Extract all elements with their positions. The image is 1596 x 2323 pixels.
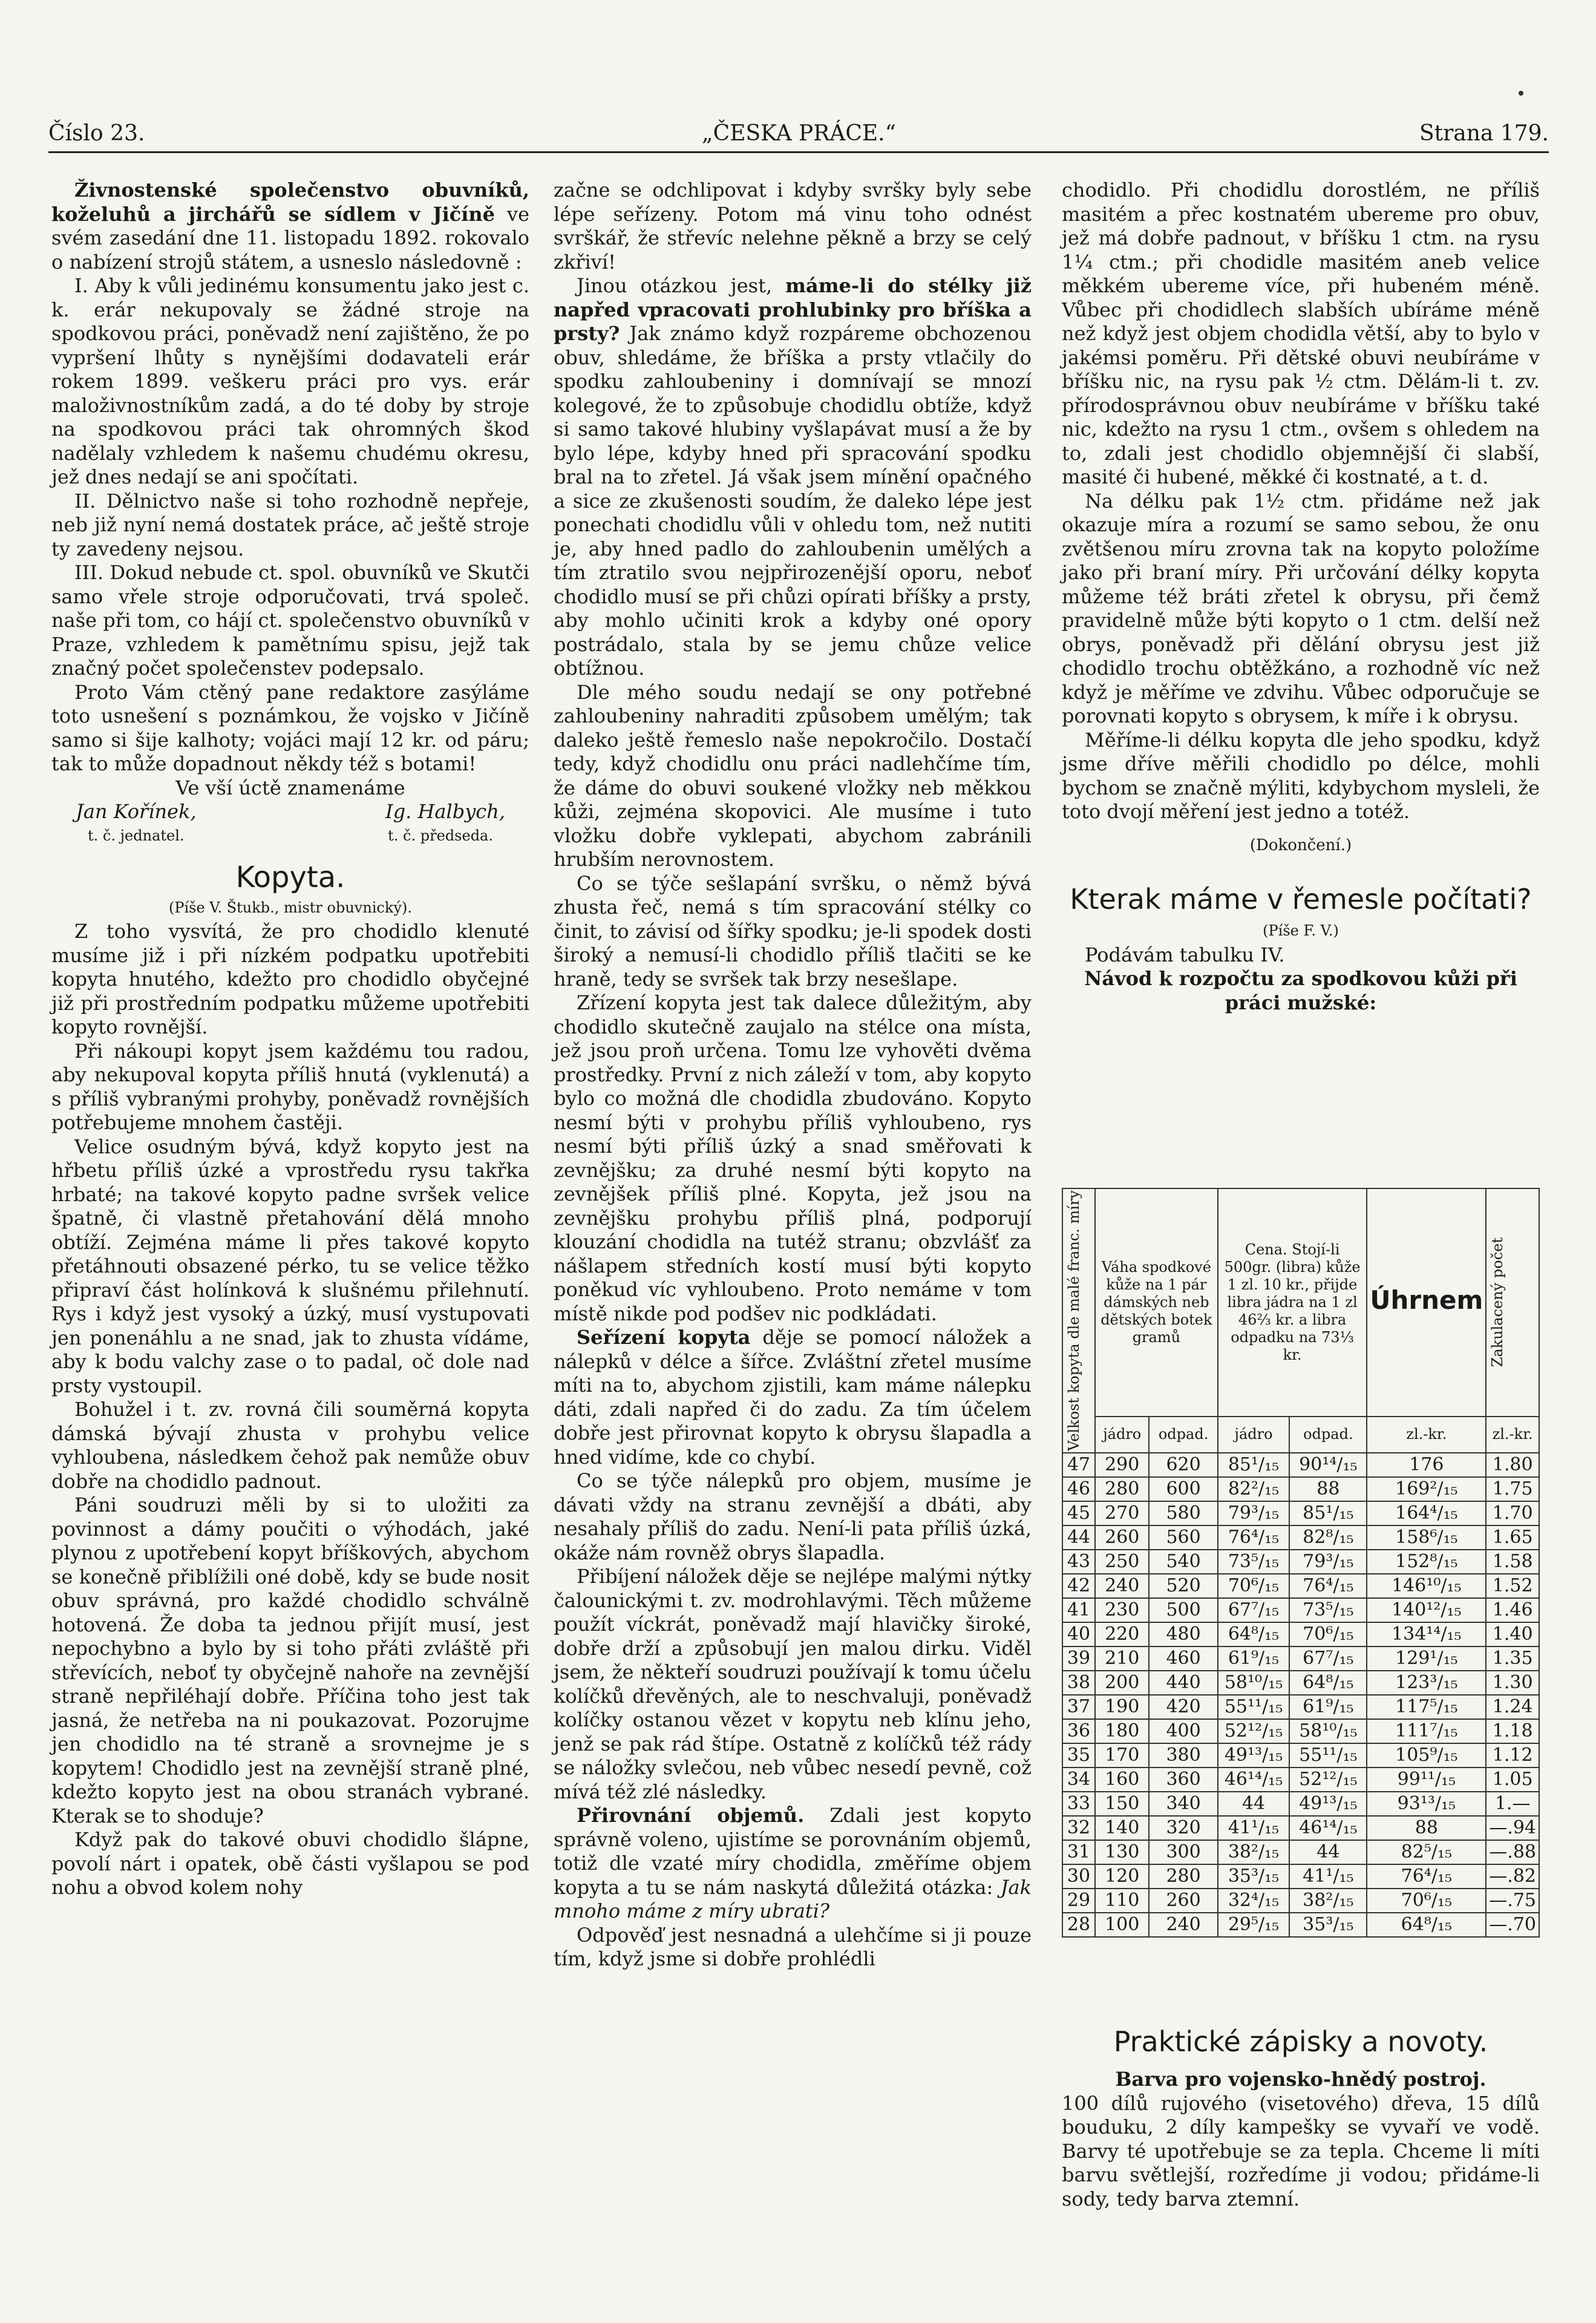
table-cell: 43: [1062, 1550, 1095, 1574]
table-cell: 111⁷/₁₅: [1367, 1719, 1486, 1743]
table-cell: 35: [1062, 1743, 1095, 1768]
table-row: [1062, 1525, 1539, 1550]
kopyta-p5: Páni soudruzi měli by si to uložiti za povinnost a dámy poučiti o výhodách, jaké plynou z upotřebení kopyt bříškových, abychom se konečně přiblížili oné době, kdy se bude nosit obuv správná, pro každé chodidlo schválně hotovená. Že doba ta jednou přijít musí, jest nepochybno a bylo by si toho přáti zvláště při střevících, neboť ty obyčejně nahoře na zevnější straně nepřiléhají dobře. Příčina toho jest tak jasná, že netřeba na ni poukazovat. Pozorujme jen chodidlo na té straně a srovnejme je s kopytem! Chodidlo jest na zevnější straně plné, kdežto kopyto jest na obou stranách vybrané. Kterak se to shoduje?: [51, 1493, 529, 1827]
table-cell: 82²/₁₅: [1218, 1477, 1290, 1501]
table-cell: 28: [1062, 1913, 1095, 1937]
table-cell: 46¹⁴/₁₅: [1218, 1768, 1290, 1792]
intro-rest: ve svém zasedání dne 11. listopadu 1892. rokovalo o nabízení strojů státem, a usneslo následovně :: [51, 202, 529, 274]
col2-p7: Co se týče nálepků pro objem, musíme je dávati vždy na stranu zevnější a dbáti, aby nesahaly příliš do zadu. Není-li pata příliš úzká, okáže nám rovněž obrys šlapadla.: [554, 1469, 1032, 1564]
table-cell: 79³/₁₅: [1218, 1501, 1290, 1525]
table-cell: 55¹¹/₁₅: [1289, 1743, 1367, 1768]
table-cell: 31: [1062, 1840, 1095, 1864]
table-row: [1062, 1550, 1539, 1574]
kopyta-heading: Kopyta.: [235, 860, 345, 894]
table-cell: 480: [1149, 1622, 1217, 1646]
col2-p5: Zřízení kopyta jest tak dalece důležitým, aby chodidlo skutečně zaujalo na stélce ona místa, jež jsou proň určena. Tomu lze vyhověti dvěma prostředky. První z nich záleží v tom, aby kopyto bylo co možná dle chodidla zbudováno. Kopyto nesmí býti v prohybu příliš vyhloubeno, rys nesmí býti příliš úzký a snad směřovati k zevnějšku; za druhé nesmí býti kopyto na zevnějšek příliš plné. Kopyta, jež jsou na zevnějšku prohybu příliš plná, podporují klouzání chodidla na tutéž stranu; obzvlášť za nášlapem středních kostí musí býti kopyto poněkud víc vyhloubeno. Proto nemáme v tom místě nikde pod podšev nic podkládati.: [554, 991, 1032, 1325]
signatures: [51, 800, 529, 824]
table-cell: 210: [1095, 1646, 1149, 1671]
kterak-byline: (Píše F. V.): [1263, 922, 1339, 939]
intro-bold: Živnostenské společenstvo obuvníků, koželuhů a jirchářů se sídlem v Jičíně: [51, 179, 529, 226]
intro-paragraph: [51, 179, 529, 274]
resolution-3: III. Dokud nebude ct. spol. obuvníků ve Skutči samo vřele stroje odporučovati, trvá společ. naše při tom, co hájí ct. společenstvo obuvníků v Praze, vzhledem k pamětnímu spisu, jejž tak značný počet společenstev podepsalo.: [51, 561, 529, 680]
th-jadro: jádro: [1095, 1417, 1149, 1453]
kterak-intro: Podávám tabulku IV.: [1085, 943, 1285, 966]
table-cell: 76⁴/₁₅: [1289, 1574, 1367, 1598]
table-cell: 440: [1149, 1671, 1217, 1695]
table-cell: 230: [1095, 1598, 1149, 1622]
table-cell: 1.58: [1486, 1550, 1539, 1574]
table-cell: 260: [1095, 1525, 1149, 1550]
th-rounded: [1486, 1188, 1539, 1417]
table-cell: 380: [1149, 1743, 1217, 1768]
col2-p9-question: Jak mnoho máme z míry ubrati?: [554, 1875, 1032, 1922]
table-cell: 270: [1095, 1501, 1149, 1525]
column-3: [1062, 179, 1540, 1015]
table-cell: 140: [1095, 1816, 1149, 1840]
table-cell: 120: [1095, 1864, 1149, 1889]
table-cell: 320: [1149, 1816, 1217, 1840]
col2-p2: [554, 274, 1032, 681]
table-cell: 134¹⁴/₁₅: [1367, 1622, 1486, 1646]
table-cell: 1.40: [1486, 1622, 1539, 1646]
barva-title: Barva pro vojensko-hnědý postroj.: [1115, 2068, 1486, 2091]
table-cell: 176: [1367, 1453, 1486, 1477]
table-cell: 76⁴/₁₅: [1218, 1525, 1290, 1550]
col2-p6-bold: Seřízení kopyta: [577, 1326, 751, 1349]
table-cell: 38: [1062, 1671, 1095, 1695]
table-cell: 300: [1149, 1840, 1217, 1864]
th-zlkr: zl.-kr.: [1367, 1417, 1486, 1453]
table-cell: 41¹/₁₅: [1218, 1816, 1290, 1840]
table-cell: 169²/₁₅: [1367, 1477, 1486, 1501]
table-row: [1062, 1864, 1539, 1889]
col3-p2: Na délku pak 1½ ctm. přidáme než jak okazuje míra a rozumí se samo sebou, že onu zvětšenou míru zrovna tak na kopyto položíme jako při braní míry. Při určování délky kopyta můžeme též bráti zřetel k obrysu, při čemž pravidelně může býti kopyto o 1 ctm. delší než obrys, poněvadž při dělání obrysu jest již chodidlo trochu obtěžkáno, a rozhodně víc než když je měříme ve zdvihu. Vůbec odporučuje se porovnati kopyto s obrysem, k míře i k obrysu.: [1062, 489, 1540, 727]
table-cell: 280: [1095, 1477, 1149, 1501]
table-cell: —.75: [1486, 1889, 1539, 1913]
table-row: [1062, 1574, 1539, 1598]
table-cell: 140¹²/₁₅: [1367, 1598, 1486, 1622]
col2-p8: Přibíjení náložek děje se nejlépe malými nýtky čalounickými t. zv. modrohlavými. Těch můžeme použít víckrát, poněvadž mají hlavičky široké, dobře drží a způsobují jen malou dirku. Viděl jsem, že někteří soudruzi používají k tomu účelu kolíčků dřevěných, ale to neschvaluji, poněvadž kolíčky ostanou vězet v kopytu neb klínu jeho, jenž se pak rád štípe. Ostatně z kolíčků též rády se náložky svlečou, neb vůbec nesedí pevně, což mívá též zlé následky.: [554, 1565, 1032, 1803]
column-1: [51, 179, 529, 1900]
kopyta-p3: Velice osudným bývá, když kopyto jest na hřbetu příliš úzké a vprostředu rysu takřka hrbaté; na takové kopyto padne svršek velice špatně, či vlastně přetahování dělá mnoho obtíží. Zejména máme li přes takové kopyto přetáhnouti obsazené pérko, tu se velice těžko připraví část holínková k slušnému přilehnutí. Rys i když jest vysoký a úzký, musí vystupovati jen ponenáhlu a ne snad, jak to zhusta vídáme, aby k bodu valchy zase o to padal, oč dole nad prsty vystoupil.: [51, 1135, 529, 1397]
th-weight-unit: gramů: [1132, 1328, 1181, 1346]
table-cell: 85¹/₁₅: [1289, 1501, 1367, 1525]
table-cell: —.82: [1486, 1864, 1539, 1889]
table-row: [1062, 1913, 1539, 1937]
table-cell: 42: [1062, 1574, 1095, 1598]
table-cell: 164⁴/₁₅: [1367, 1501, 1486, 1525]
table-cell: 150: [1095, 1792, 1149, 1816]
table-cell: 67⁷/₁₅: [1289, 1646, 1367, 1671]
table-cell: 360: [1149, 1768, 1217, 1792]
col2-p9: [554, 1804, 1032, 1924]
signer-2-role: t. č. předseda.: [388, 827, 493, 844]
table-cell: 1.05: [1486, 1768, 1539, 1792]
table-cell: 160: [1095, 1768, 1149, 1792]
header-rule: [48, 151, 1549, 153]
signer-1-role: t. č. jednatel.: [88, 827, 185, 844]
issue-number: Číslo 23.: [48, 121, 145, 146]
table-cell: 1.65: [1486, 1525, 1539, 1550]
table-cell: 35³/₁₅: [1218, 1864, 1290, 1889]
table-cell: 32: [1062, 1816, 1095, 1840]
col2-p2-bold: máme-li do stélky již napřed vpracovati prohlubinky pro bříška a prsty?: [554, 274, 1032, 345]
table-cell: 35³/₁₅: [1289, 1913, 1367, 1937]
table-row: [1062, 1840, 1539, 1864]
table-cell: 64⁸/₁₅: [1218, 1622, 1290, 1646]
table-cell: 36: [1062, 1719, 1095, 1743]
table-cell: —.88: [1486, 1840, 1539, 1864]
table-cell: 93¹³/₁₅: [1367, 1792, 1486, 1816]
table-cell: 52¹²/₁₅: [1289, 1768, 1367, 1792]
th-odpad-2: odpad.: [1289, 1417, 1367, 1453]
column-2: [554, 179, 1032, 1971]
table-cell: 29⁵/₁₅: [1218, 1913, 1290, 1937]
th-jadro-2: jádro: [1218, 1417, 1290, 1453]
table-cell: 1.35: [1486, 1646, 1539, 1671]
kopyta-p4: Bohužel i t. zv. rovná čili souměrná kopyta dámská bývají zhusta v prohybu velice vyhloubena, následkem čehož pak nemůže obuv dobře na chodidlo padnout.: [51, 1398, 529, 1493]
table-row: [1062, 1768, 1539, 1792]
table-cell: 45: [1062, 1501, 1095, 1525]
table-cell: 88: [1367, 1816, 1486, 1840]
table-cell: 1.—: [1486, 1792, 1539, 1816]
table-cell: 129¹/₁₅: [1367, 1646, 1486, 1671]
table-cell: 290: [1095, 1453, 1149, 1477]
table-cell: 79³/₁₅: [1289, 1550, 1367, 1574]
kopyta-p6: Když pak do takové obuvi chodidlo šlápne, povolí nárt i opatek, obě části vyšlapou se pod nohu a obvod kolem nohy: [51, 1828, 529, 1899]
table-row: [1062, 1598, 1539, 1622]
table-cell: 40: [1062, 1622, 1095, 1646]
table-title: Návod k rozpočtu za spodkovou kůži při práci mužské:: [1084, 967, 1517, 1014]
table-cell: 620: [1149, 1453, 1217, 1477]
barva-text: 100 dílů rujového (visetového) dřeva, 15 dílů bouduku, 2 díly kampešky se vyvaří ve vodě. Barvy té upotřebuje se za tepla. Chceme li míti barvu světlejší, rozředíme ji vodou; přidáme-li sody, tedy barva ztemní.: [1062, 2091, 1540, 2210]
table-cell: 64⁸/₁₅: [1367, 1913, 1486, 1937]
table-cell: 560: [1149, 1525, 1217, 1550]
table-cell: 76⁴/₁₅: [1367, 1864, 1486, 1889]
th-size-label: Velkost kopyta dle malé franc. míry: [1065, 1190, 1082, 1451]
table-cell: 49¹³/₁₅: [1289, 1792, 1367, 1816]
kopyta-p1: Z toho vysvítá, že pro chodidlo klenuté musíme již i při nízkém podpatku upotřebiti kopyta hnutého, kdežto pro chodidlo obyčejné již při prostředním podpatku můžeme upotřebiti kopyto rovnější.: [51, 920, 529, 1038]
table-cell: 38²/₁₅: [1218, 1840, 1290, 1864]
col2-p9-bold: Přirovnání objemů.: [577, 1804, 805, 1827]
kterak-heading: Kterak máme v řemesle počítati?: [1070, 883, 1532, 916]
table-cell: 170: [1095, 1743, 1149, 1768]
th-price: Cena. Stojí-li 500gr. (libra) kůže 1 zl. 10 kr., přijde libra jádra na 1 zl 46⅔ kr. a libra odpadku na 73⅓ kr.: [1218, 1188, 1367, 1417]
col2-p9-rest: Zdali jest kopyto správně voleno, ujistíme se porovnáním objemů, totiž dle vzaté míry chodidla, změříme objem kopyta a tu se nám naskytá důležitá otázka:: [554, 1804, 1032, 1899]
table-cell: 46¹⁴/₁₅: [1289, 1816, 1367, 1840]
table-cell: 180: [1095, 1719, 1149, 1743]
table-cell: —.70: [1486, 1913, 1539, 1937]
table-cell: 32⁴/₁₅: [1218, 1889, 1290, 1913]
prakt-heading: Praktické zápisky a novoty.: [1113, 2025, 1488, 2058]
table-cell: 58¹⁰/₁₅: [1289, 1719, 1367, 1743]
col2-p4: Co se týče sešlapání svršku, o němž bývá zhusta řeč, nemá s tím spracování stélky co činit, to závisí od šířky spodku; je-li spodek dosti široký a nemusí-li chodidlo příliš tlačiti se ke hraně, tedy se svršek tak brzy nesešlape.: [554, 871, 1032, 991]
calculation-table: [1062, 1188, 1540, 1938]
table-cell: 49¹³/₁₅: [1218, 1743, 1290, 1768]
table-cell: 73⁵/₁₅: [1218, 1550, 1290, 1574]
table-row: [1062, 1501, 1539, 1525]
kopyta-byline: (Píše V. Štukb., mistr obuvnický).: [168, 899, 413, 916]
table-cell: 146¹⁰/₁₅: [1367, 1574, 1486, 1598]
table-cell: 41¹/₁₅: [1289, 1864, 1367, 1889]
col2-p2-rest: Jak známo když rozpáreme obchozenou obuv, shledáme, že bříška a prsty vtlačily do spodku zahloubeniny i domnívají se mnozí kolegové, že to způsobuje chodidlu obtíže, když si samo takové hlubiny vyšlapávat musí a že by bylo lépe, kdyby hned při spracování spodku bral na to zřetel. Já však jsem mínění opačného a sice ze zkušenosti soudím, že daleko lépe jest ponechati chodidlu vůli v ohledu tom, než nutiti je, aby hned padlo do zahloubenin umělých a tím ztratilo svou nejpřirozenější oporu, neboť chodidlo musí se při chůzi opírati bříšky a prsty, aby mohlo učiniti krok a kdyby oné opory postrádalo, stala by se jemu chůze velice obtížnou.: [554, 322, 1032, 680]
column-3-bottom: [1062, 2024, 1540, 2211]
table-cell: 152⁸/₁₅: [1367, 1550, 1486, 1574]
signer-2: Ig. Halbych,: [385, 800, 505, 823]
col2-p2-start: Jinou otázkou jest,: [577, 274, 773, 297]
table-cell: 1.70: [1486, 1501, 1539, 1525]
table-cell: 70⁶/₁₅: [1218, 1574, 1290, 1598]
col2-p1: začne se odchlipovat i kdyby svršky byly sebe lépe seřízeny. Potom má vinu toho odnést svrškář, že střevíc nelehne pěkně a brzy se celý zkřiví!: [554, 179, 1032, 274]
table-row: [1062, 1719, 1539, 1743]
th-odpad: odpad.: [1149, 1417, 1217, 1453]
table-cell: 400: [1149, 1719, 1217, 1743]
table-body: [1062, 1453, 1539, 1937]
table-cell: 61⁹/₁₅: [1289, 1695, 1367, 1719]
table-cell: 117⁵/₁₅: [1367, 1695, 1486, 1719]
table-row: [1062, 1646, 1539, 1671]
table-cell: 1.75: [1486, 1477, 1539, 1501]
table-cell: 82⁵/₁₅: [1367, 1840, 1486, 1864]
table-cell: 37: [1062, 1695, 1095, 1719]
table-cell: 70⁶/₁₅: [1289, 1622, 1367, 1646]
th-size: [1062, 1188, 1095, 1453]
table-cell: 1.80: [1486, 1453, 1539, 1477]
table-cell: 540: [1149, 1550, 1217, 1574]
table-cell: 44: [1289, 1840, 1367, 1864]
table-cell: 47: [1062, 1453, 1095, 1477]
closing-line: Ve vší úctě znamenáme: [175, 776, 405, 799]
table-cell: 600: [1149, 1477, 1217, 1501]
table-cell: 1.18: [1486, 1719, 1539, 1743]
signature-roles: [51, 824, 529, 848]
table-cell: 64⁸/₁₅: [1289, 1671, 1367, 1695]
signer-1: Jan Kořínek,: [76, 800, 197, 823]
page-header: [48, 121, 1549, 155]
continued-note: (Dokončení.): [1249, 836, 1352, 854]
table-cell: 1.24: [1486, 1695, 1539, 1719]
table-cell: 240: [1149, 1913, 1217, 1937]
table-cell: 34: [1062, 1768, 1095, 1792]
resolution-2: II. Dělnictvo naše si toho rozhodně nepřeje, neb již nyní nemá dostatek práce, ač ještě stroje ty zavedeny nejsou.: [51, 489, 529, 560]
table-cell: 1.12: [1486, 1743, 1539, 1768]
table-cell: 190: [1095, 1695, 1149, 1719]
table-cell: 90¹⁴/₁₅: [1289, 1453, 1367, 1477]
table-cell: 58¹⁰/₁₅: [1218, 1671, 1290, 1695]
table-cell: 280: [1149, 1864, 1217, 1889]
resolution-4: Proto Vám ctěný pane redaktore zasýláme toto usnešení s poznámkou, že vojsko v Jičíně samo si šije kalhoty; vojáci mají 12 kr. od páru; tak to může dopadnout někdy též s botami!: [51, 680, 529, 775]
table-cell: 67⁷/₁₅: [1218, 1598, 1290, 1622]
table-cell: 61⁹/₁₅: [1218, 1646, 1290, 1671]
table-cell: 580: [1149, 1501, 1217, 1525]
table-cell: 44: [1218, 1792, 1290, 1816]
table-cell: 123³/₁₅: [1367, 1671, 1486, 1695]
table-cell: —.94: [1486, 1816, 1539, 1840]
table-cell: 29: [1062, 1889, 1095, 1913]
table-row: [1062, 1695, 1539, 1719]
table-cell: 105⁹/₁₅: [1367, 1743, 1486, 1768]
table-row: [1062, 1622, 1539, 1646]
table-cell: 1.46: [1486, 1598, 1539, 1622]
table-row: [1062, 1477, 1539, 1501]
table-cell: 158⁶/₁₅: [1367, 1525, 1486, 1550]
table-cell: 220: [1095, 1622, 1149, 1646]
col3-p1: chodidlo. Při chodidlu dorostlém, ne příliš masitém a přec kostnatém ubereme pro obuv, jež má dobře padnout, v bříšku 1 ctm. na rysu 1¼ ctm.; při chodidle masitém aneb velice měkkém ubereme více, při hubeném méně. Vůbec při chodidlech slabších ubíráme méně než když jest objem chodidla větší, aby to bylo v jakémsi poměru. Při dětské obuvi neubíráme v bříšku nic, na rysu pak ½ ctm. Dělám-li t. zv. přírodosprávnou obuv neubíráme v bříšku také nic, kdežto na rysu 1 ctm., ovšem s ohledem na to, zdali jest chodidlo objemnější či slabší, masité či hubené, měkké či kostnaté, a t. d.: [1062, 179, 1540, 488]
table-cell: 200: [1095, 1671, 1149, 1695]
table-cell: 44: [1062, 1525, 1095, 1550]
table-cell: 460: [1149, 1646, 1217, 1671]
table-cell: 70⁶/₁₅: [1367, 1889, 1486, 1913]
page-number: Strana 179.: [1419, 121, 1549, 146]
table-cell: 1.52: [1486, 1574, 1539, 1598]
table-cell: 420: [1149, 1695, 1217, 1719]
table-cell: 100: [1095, 1913, 1149, 1937]
col2-p6: [554, 1326, 1032, 1469]
table-row: [1062, 1453, 1539, 1477]
resolution-1: I. Aby k vůli jedinému konsumentu jako jest c. k. erár nekupovaly se žádné stroje na spodkovou práci, poněvadž není zajištěno, že po vypršení lhůty s nynějšími dodavateli erár rokem 1899. veškeru práci pro vys. erár maloživnostníkům zadá, a do té doby by stroje na spodkovou práci tak ohromných škod nadělaly vzhledem k našemu chudému okresu, jež dnes nedají se ani spočítati.: [51, 274, 529, 488]
table-cell: 520: [1149, 1574, 1217, 1598]
table-cell: 340: [1149, 1792, 1217, 1816]
table-cell: 73⁵/₁₅: [1289, 1598, 1367, 1622]
table-cell: 1.30: [1486, 1671, 1539, 1695]
kopyta-p2: Při nákoupi kopyt jsem každému tou radou, aby nekupoval kopyta příliš hnutá (vyklenutá) a s příliš vybranými prohyby, poněvadž rovnějších potřebujeme mnohem častěji.: [51, 1039, 529, 1134]
table-cell: 38²/₁₅: [1289, 1889, 1367, 1913]
th-weight-label: Váha spodkové kůže na 1 pár dámských neb dětských botek: [1101, 1258, 1212, 1328]
table-cell: 130: [1095, 1840, 1149, 1864]
table-cell: 85¹/₁₅: [1218, 1453, 1290, 1477]
table-cell: 500: [1149, 1598, 1217, 1622]
table-row: [1062, 1671, 1539, 1695]
table-cell: 46: [1062, 1477, 1095, 1501]
th-weight: [1095, 1188, 1218, 1417]
col2-p3: Dle mého soudu nedají se ony potřebné zahloubeniny nahraditi způsobem umělým; tak daleko ještě řemeslo naše nepokročilo. Dostačí tedy, když chodidlu onu práci nadlehčíme tím, že dáme do obuvi soukené vložky neb měkkou kůži, zejména skopovici. Ale musíme i tuto vložku dobře vyklepati, abychom zabránili hrubším nerovnostem.: [554, 680, 1032, 871]
table-cell: 39: [1062, 1646, 1095, 1671]
col2-p6-rest: děje se pomocí náložek a nálepků v délce a šířce. Zvláštní zřetel musíme míti na to, abychom zjistili, kam máme nálepku dáti, zdali napřed či do zadu. Za tím účelem dobře jest přirovnat kopyto k obrysu šlapadla a hned vidíme, kde co chybí.: [554, 1326, 1032, 1469]
print-speck: [1519, 91, 1523, 96]
table-cell: 99¹¹/₁₅: [1367, 1768, 1486, 1792]
table-cell: 88: [1289, 1477, 1367, 1501]
col3-p3: Měříme-li délku kopyta dle jeho spodku, když jsme dříve měřili chodidlo po délce, mohli bychom se značně mýliti, kdybychom mysleli, že toto dvojí měření jest jedno a totéž.: [1062, 728, 1540, 823]
th-rounded-label: Zakulacený počet: [1489, 1237, 1506, 1368]
table-cell: 41: [1062, 1598, 1095, 1622]
th-total-label: Úhrnem: [1370, 1285, 1483, 1315]
table-cell: 33: [1062, 1792, 1095, 1816]
table-row: [1062, 1816, 1539, 1840]
table-cell: 55¹¹/₁₅: [1218, 1695, 1290, 1719]
table-cell: 52¹²/₁₅: [1218, 1719, 1290, 1743]
th-total: [1367, 1188, 1486, 1417]
journal-title: „ČESKA PRÁCE.“: [702, 121, 897, 146]
table-row: [1062, 1743, 1539, 1768]
table-cell: 110: [1095, 1889, 1149, 1913]
table-cell: 82⁸/₁₅: [1289, 1525, 1367, 1550]
table-cell: 260: [1149, 1889, 1217, 1913]
table-row: [1062, 1889, 1539, 1913]
th-zlkr-2: zl.-kr.: [1486, 1417, 1539, 1453]
table-cell: 250: [1095, 1550, 1149, 1574]
table-cell: 30: [1062, 1864, 1095, 1889]
table-cell: 240: [1095, 1574, 1149, 1598]
col2-p10: Odpověď jest nesnadná a ulehčíme si ji pouze tím, když jsme si dobře prohlédli: [554, 1923, 1032, 1970]
table-row: [1062, 1792, 1539, 1816]
